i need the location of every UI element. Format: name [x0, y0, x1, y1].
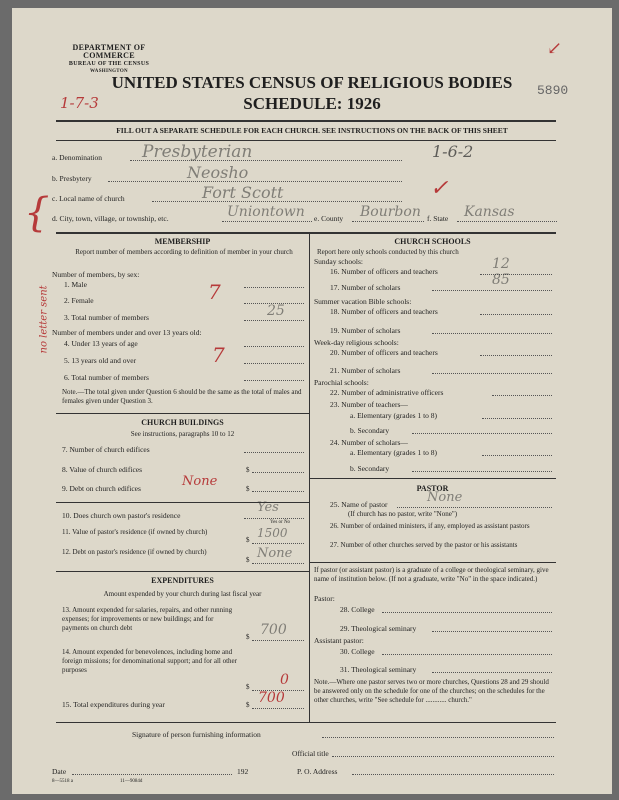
dollar-sign: $	[246, 466, 250, 474]
line	[72, 774, 232, 775]
line	[252, 708, 304, 709]
field-presbytery: b. Presbytery	[52, 174, 92, 183]
pastor-title: PASTOR	[416, 484, 449, 493]
line	[432, 333, 552, 334]
line	[222, 221, 312, 222]
expenditures-sub: Amount expended by your church during last fiscal year	[103, 590, 262, 598]
dollar-sign: $	[246, 556, 250, 564]
line	[432, 672, 552, 673]
dollar-sign: $	[246, 683, 250, 691]
city-label: WASHINGTON	[90, 69, 128, 74]
hw-total-exp: 700	[258, 690, 285, 706]
membership-intro: Report number of members according to definition of member in your church	[75, 248, 293, 256]
q29-label: 29. Theological seminary	[340, 624, 417, 633]
q6-label: 6. Total number of members	[64, 373, 149, 382]
field-church: c. Local name of church	[52, 194, 125, 203]
line	[244, 518, 304, 519]
by-sex-label: Number of members, by sex:	[52, 270, 140, 279]
hw-state: Kansas	[464, 204, 515, 220]
field-denomination: a. Denomination	[52, 153, 102, 162]
census-form	[12, 8, 612, 794]
line	[108, 181, 402, 182]
line	[397, 507, 552, 508]
expenditures-title: EXPENDITURES	[151, 576, 214, 585]
hw-pastor: None	[427, 490, 463, 505]
form-number: 8—5518 a	[52, 779, 73, 784]
parochial-label: Parochial schools:	[314, 378, 369, 387]
dollar-sign: $	[246, 701, 250, 709]
dollar-sign: $	[246, 485, 250, 493]
membership-title: MEMBERSHIP	[154, 237, 211, 246]
field-state: f. State	[427, 214, 449, 223]
year-label: 192	[237, 767, 249, 776]
signature-label: Signature of person furnishing information	[132, 730, 261, 739]
hw-residence-debt: None	[257, 546, 293, 561]
q18-label: 18. Number of officers and teachers	[330, 307, 438, 316]
line	[432, 373, 552, 374]
q30-label: 30. College	[340, 647, 375, 656]
q2-label: 2. Female	[64, 296, 94, 305]
q31-label: 31. Theological seminary	[340, 665, 417, 674]
schools-title: CHURCH SCHOOLS	[394, 237, 471, 246]
pastor-note: Note.—Where one pastor serves two or more churches, Questions 28 and 29 should be answered only on the schedule for one of the churches; on the schedules for the other churches, write "See schedule for ............ church."	[314, 678, 549, 704]
q22-label: 22. Number of administrative officers	[330, 388, 444, 397]
hw-over13: 7	[212, 343, 225, 367]
hw-salaries: 700	[260, 622, 287, 638]
q15-label: 15. Total expenditures during year	[62, 700, 165, 709]
q9-label: 9. Debt on church edifices	[62, 484, 141, 493]
hw-own: Yes	[257, 500, 279, 515]
po-address-label: P. O. Address	[297, 767, 338, 776]
line	[252, 491, 304, 492]
hw-other: 0	[280, 672, 289, 688]
q17-label: 17. Number of scholars	[330, 283, 401, 292]
line	[432, 290, 552, 291]
line	[480, 355, 552, 356]
q27-label: 27. Number of other churches served by the pastor or his assistants	[330, 541, 518, 549]
q20-label: 20. Number of officers and teachers	[330, 348, 438, 357]
q3-label: 3. Total number of members	[64, 313, 149, 322]
line	[482, 418, 552, 419]
line	[252, 640, 304, 641]
q25-note: (If church has no pastor, write "None")	[348, 510, 458, 518]
q5-label: 5. 13 years old and over	[64, 356, 137, 365]
line	[244, 287, 304, 288]
line	[412, 433, 552, 434]
q12-label: 12. Debt on pastor's residence (if owned by church)	[62, 548, 207, 556]
q10-label: 10. Does church own pastor's residence	[62, 511, 181, 520]
code-left: 1-7-3	[60, 94, 99, 112]
date-label: Date	[52, 767, 67, 776]
q23-label: 23. Number of teachers—	[330, 400, 408, 409]
hw-denomination: Presbyterian	[142, 142, 253, 162]
buildings-sub: See instructions, paragraphs 10 to 12	[130, 430, 235, 438]
dollar-sign: $	[246, 633, 250, 641]
line	[244, 346, 304, 347]
q24b-label: b. Secondary	[350, 464, 390, 473]
line	[252, 472, 304, 473]
line	[352, 774, 554, 775]
line	[244, 320, 304, 321]
buildings-title: CHURCH BUILDINGS	[141, 418, 224, 427]
q26-label: 26. Number of ordained ministers, if any, employed as assistant pastors	[330, 522, 530, 530]
red-bracket: {	[24, 190, 50, 236]
q13-label: 13. Amount expended for salaries, repairs, and other running expenses; for improvements or new buildings; and for payments on church debt	[62, 606, 233, 632]
line	[252, 563, 304, 564]
line	[457, 221, 557, 222]
field-city: d. City, town, village, or township, etc.	[52, 214, 169, 223]
hw-total: 25	[267, 303, 285, 319]
schools-intro: Report here only schools conducted by this church	[317, 248, 459, 256]
hw-city: Uniontown	[227, 204, 305, 220]
dollar-sign: $	[246, 536, 250, 544]
hw-county: Bourbon	[360, 204, 421, 220]
red-check: ✓	[430, 176, 449, 201]
instruction-line: FILL OUT A SEPARATE SCHEDULE FOR EACH CHURCH. SEE INSTRUCTIONS ON THE BACK OF THIS SHEET	[116, 126, 508, 135]
column-divider	[309, 232, 310, 722]
sunday-label: Sunday schools:	[314, 257, 363, 266]
field-county: e. County	[314, 214, 344, 223]
line	[412, 471, 552, 472]
q21-label: 21. Number of scholars	[330, 366, 401, 375]
yes-no-label: Yes or No	[270, 520, 291, 525]
q1-label: 1. Male	[64, 280, 87, 289]
rule	[56, 232, 556, 234]
rule	[56, 140, 556, 141]
q23b-label: b. Secondary	[350, 426, 390, 435]
official-title-label: Official title	[292, 749, 329, 758]
q8-label: 8. Value of church edifices	[62, 465, 143, 474]
hw-church: Fort Scott	[202, 183, 284, 202]
q16-label: 16. Number of officers and teachers	[330, 267, 438, 276]
line	[244, 380, 304, 381]
department-header	[54, 44, 164, 76]
bureau-label: BUREAU OF THE CENSUS	[68, 61, 150, 67]
rule	[56, 413, 309, 414]
q11-label: 11. Value of pastor's residence (if owned by church)	[62, 528, 208, 536]
hw-female: 7	[208, 280, 221, 304]
line	[244, 452, 304, 453]
hw-debt: None	[182, 474, 218, 489]
rule	[309, 562, 556, 563]
line	[252, 543, 304, 544]
pastor-label: Pastor:	[314, 594, 335, 603]
q7-label: 7. Number of church edifices	[62, 445, 150, 454]
line	[382, 612, 552, 613]
q23a-label: a. Elementary (grades 1 to 8)	[350, 411, 438, 420]
hw-presbytery: Neosho	[187, 163, 249, 182]
line	[432, 631, 552, 632]
rule	[56, 722, 556, 723]
q25-label: 25. Name of pastor	[330, 500, 388, 509]
line	[492, 395, 552, 396]
line	[480, 274, 552, 275]
line	[332, 756, 554, 757]
serial-number: 5890	[537, 83, 569, 98]
weekday-label: Week-day religious schools:	[314, 338, 399, 347]
schedule-title: SCHEDULE: 1926	[243, 94, 381, 113]
assistant-label: Assistant pastor:	[314, 636, 364, 645]
q19-label: 19. Number of scholars	[330, 326, 401, 335]
summer-label: Summer vacation Bible schools:	[314, 297, 412, 306]
rule	[56, 120, 556, 122]
dept-label: DEPARTMENT OF COMMERCE	[72, 43, 146, 60]
q24a-label: a. Elementary (grades 1 to 8)	[350, 448, 438, 457]
hw-code-right: 1-6-2	[432, 142, 474, 161]
print-number: 11—9084d	[120, 779, 143, 784]
line	[322, 737, 554, 738]
rule	[56, 571, 309, 572]
q14-label: 14. Amount expended for benevolences, including home and foreign missions; for denominational support; and for all other purposes	[62, 648, 237, 674]
hw-scholars: 85	[492, 272, 510, 288]
form-title: UNITED STATES CENSUS OF RELIGIOUS BODIES	[111, 73, 513, 92]
line	[352, 221, 424, 222]
hw-officers: 12	[492, 256, 510, 272]
q28-label: 28. College	[340, 605, 375, 614]
line	[482, 455, 552, 456]
margin-note: no letter sent	[38, 285, 50, 354]
line	[244, 363, 304, 364]
membership-note: Note.—The total given under Question 6 should be the same as the total of males and females given under Question 3.	[62, 388, 302, 405]
q24-label: 24. Number of scholars—	[330, 438, 408, 447]
age-label: Number of members under and over 13 years old:	[52, 328, 202, 337]
college-intro: If pastor (or assistant pastor) is a graduate of a college or theological seminary, give name of institution below. (If not a graduate, write "No" in the space indicated.)	[314, 566, 549, 583]
hw-residence-value: 1500	[257, 526, 288, 540]
q4-label: 4. Under 13 years of age	[64, 339, 138, 348]
line	[480, 314, 552, 315]
rule	[309, 478, 556, 479]
check-mark: ↙	[547, 38, 563, 59]
line	[382, 654, 552, 655]
